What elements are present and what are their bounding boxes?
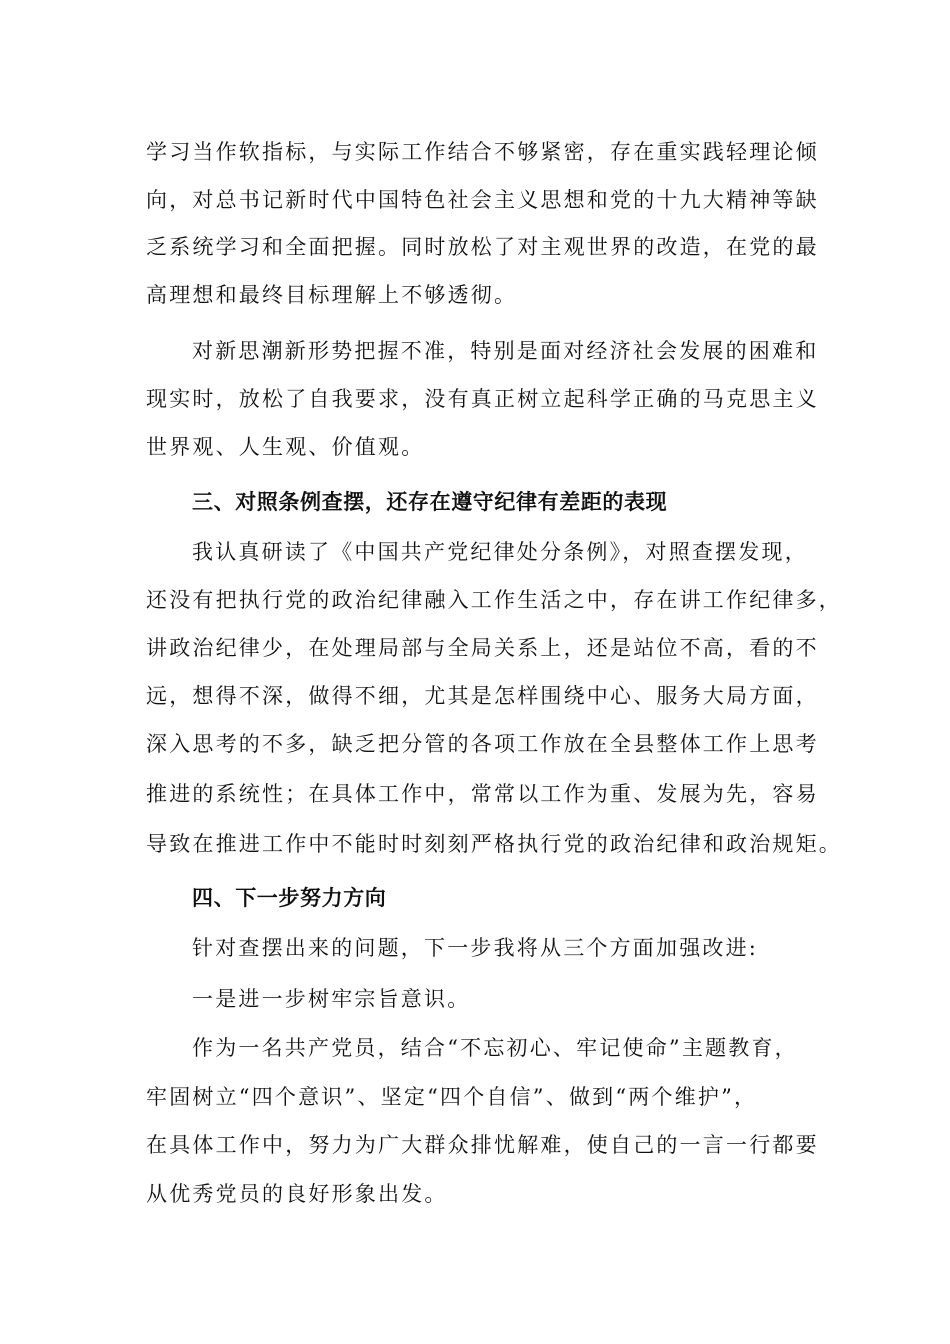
paragraph-line: 在具体工作中，努力为广大群众排忧解难，使自己的一言一行都要 — [146, 1133, 819, 1157]
paragraph-line: 深入思考的不多，缺乏把分管的各项工作放在全县整体工作上思考 — [146, 732, 819, 756]
paragraph-line: 从优秀党员的良好形象出发。 — [146, 1182, 448, 1206]
paragraph-line: 一是进一步树牢宗旨意识。 — [192, 987, 471, 1011]
paragraph-line: 向，对总书记新时代中国特色社会主义思想和党的十九大精神等缺 — [146, 188, 819, 212]
paragraph-line: 导致在推进工作中不能时时刻刻严格执行党的政治纪律和政治规矩。 — [146, 832, 842, 856]
paragraph-line: 对新思潮新形势把握不准，特别是面对经济社会发展的困难和 — [192, 339, 819, 363]
paragraph-line: 世界观、人生观、价值观。 — [146, 435, 425, 459]
section-heading-4: 四、下一步努力方向 — [192, 886, 387, 910]
paragraph-line: 作为一名共产党员，结合“不忘初心、牢记使命”主题教育， — [192, 1036, 798, 1060]
paragraph-line: 讲政治纪律少，在处理局部与全局关系上，还是站位不高，看的不 — [146, 636, 819, 660]
section-heading-3: 三、对照条例查摆，还存在遵守纪律有差距的表现 — [192, 490, 668, 514]
paragraph-line: 乏系统学习和全面把握。同时放松了对主观世界的改造，在党的最 — [146, 235, 819, 259]
paragraph-line: 推进的系统性；在具体工作中，常常以工作为重、发展为先，容易 — [146, 782, 819, 806]
paragraph-line: 还没有把执行党的政治纪律融入工作生活之中，存在讲工作纪律多， — [146, 588, 842, 612]
paragraph-line: 牢固树立“四个意识”、坚定“四个自信”、做到“两个维护”， — [146, 1085, 758, 1109]
paragraph-line: 我认真研读了《中国共产党纪律处分条例》，对照查摆发现， — [192, 540, 808, 564]
paragraph-line: 现实时，放松了自我要求，没有真正树立起科学正确的马克思主义 — [146, 387, 819, 411]
paragraph-line: 针对查摆出来的问题，下一步我将从三个方面加强改进: — [192, 936, 759, 960]
paragraph-line: 高理想和最终目标理解上不够透彻。 — [146, 283, 518, 307]
paragraph-line: 远，想得不深，做得不细，尤其是怎样围绕中心、服务大局方面， — [146, 684, 819, 708]
paragraph-line: 学习当作软指标，与实际工作结合不够紧密，存在重实践轻理论倾 — [146, 140, 819, 164]
